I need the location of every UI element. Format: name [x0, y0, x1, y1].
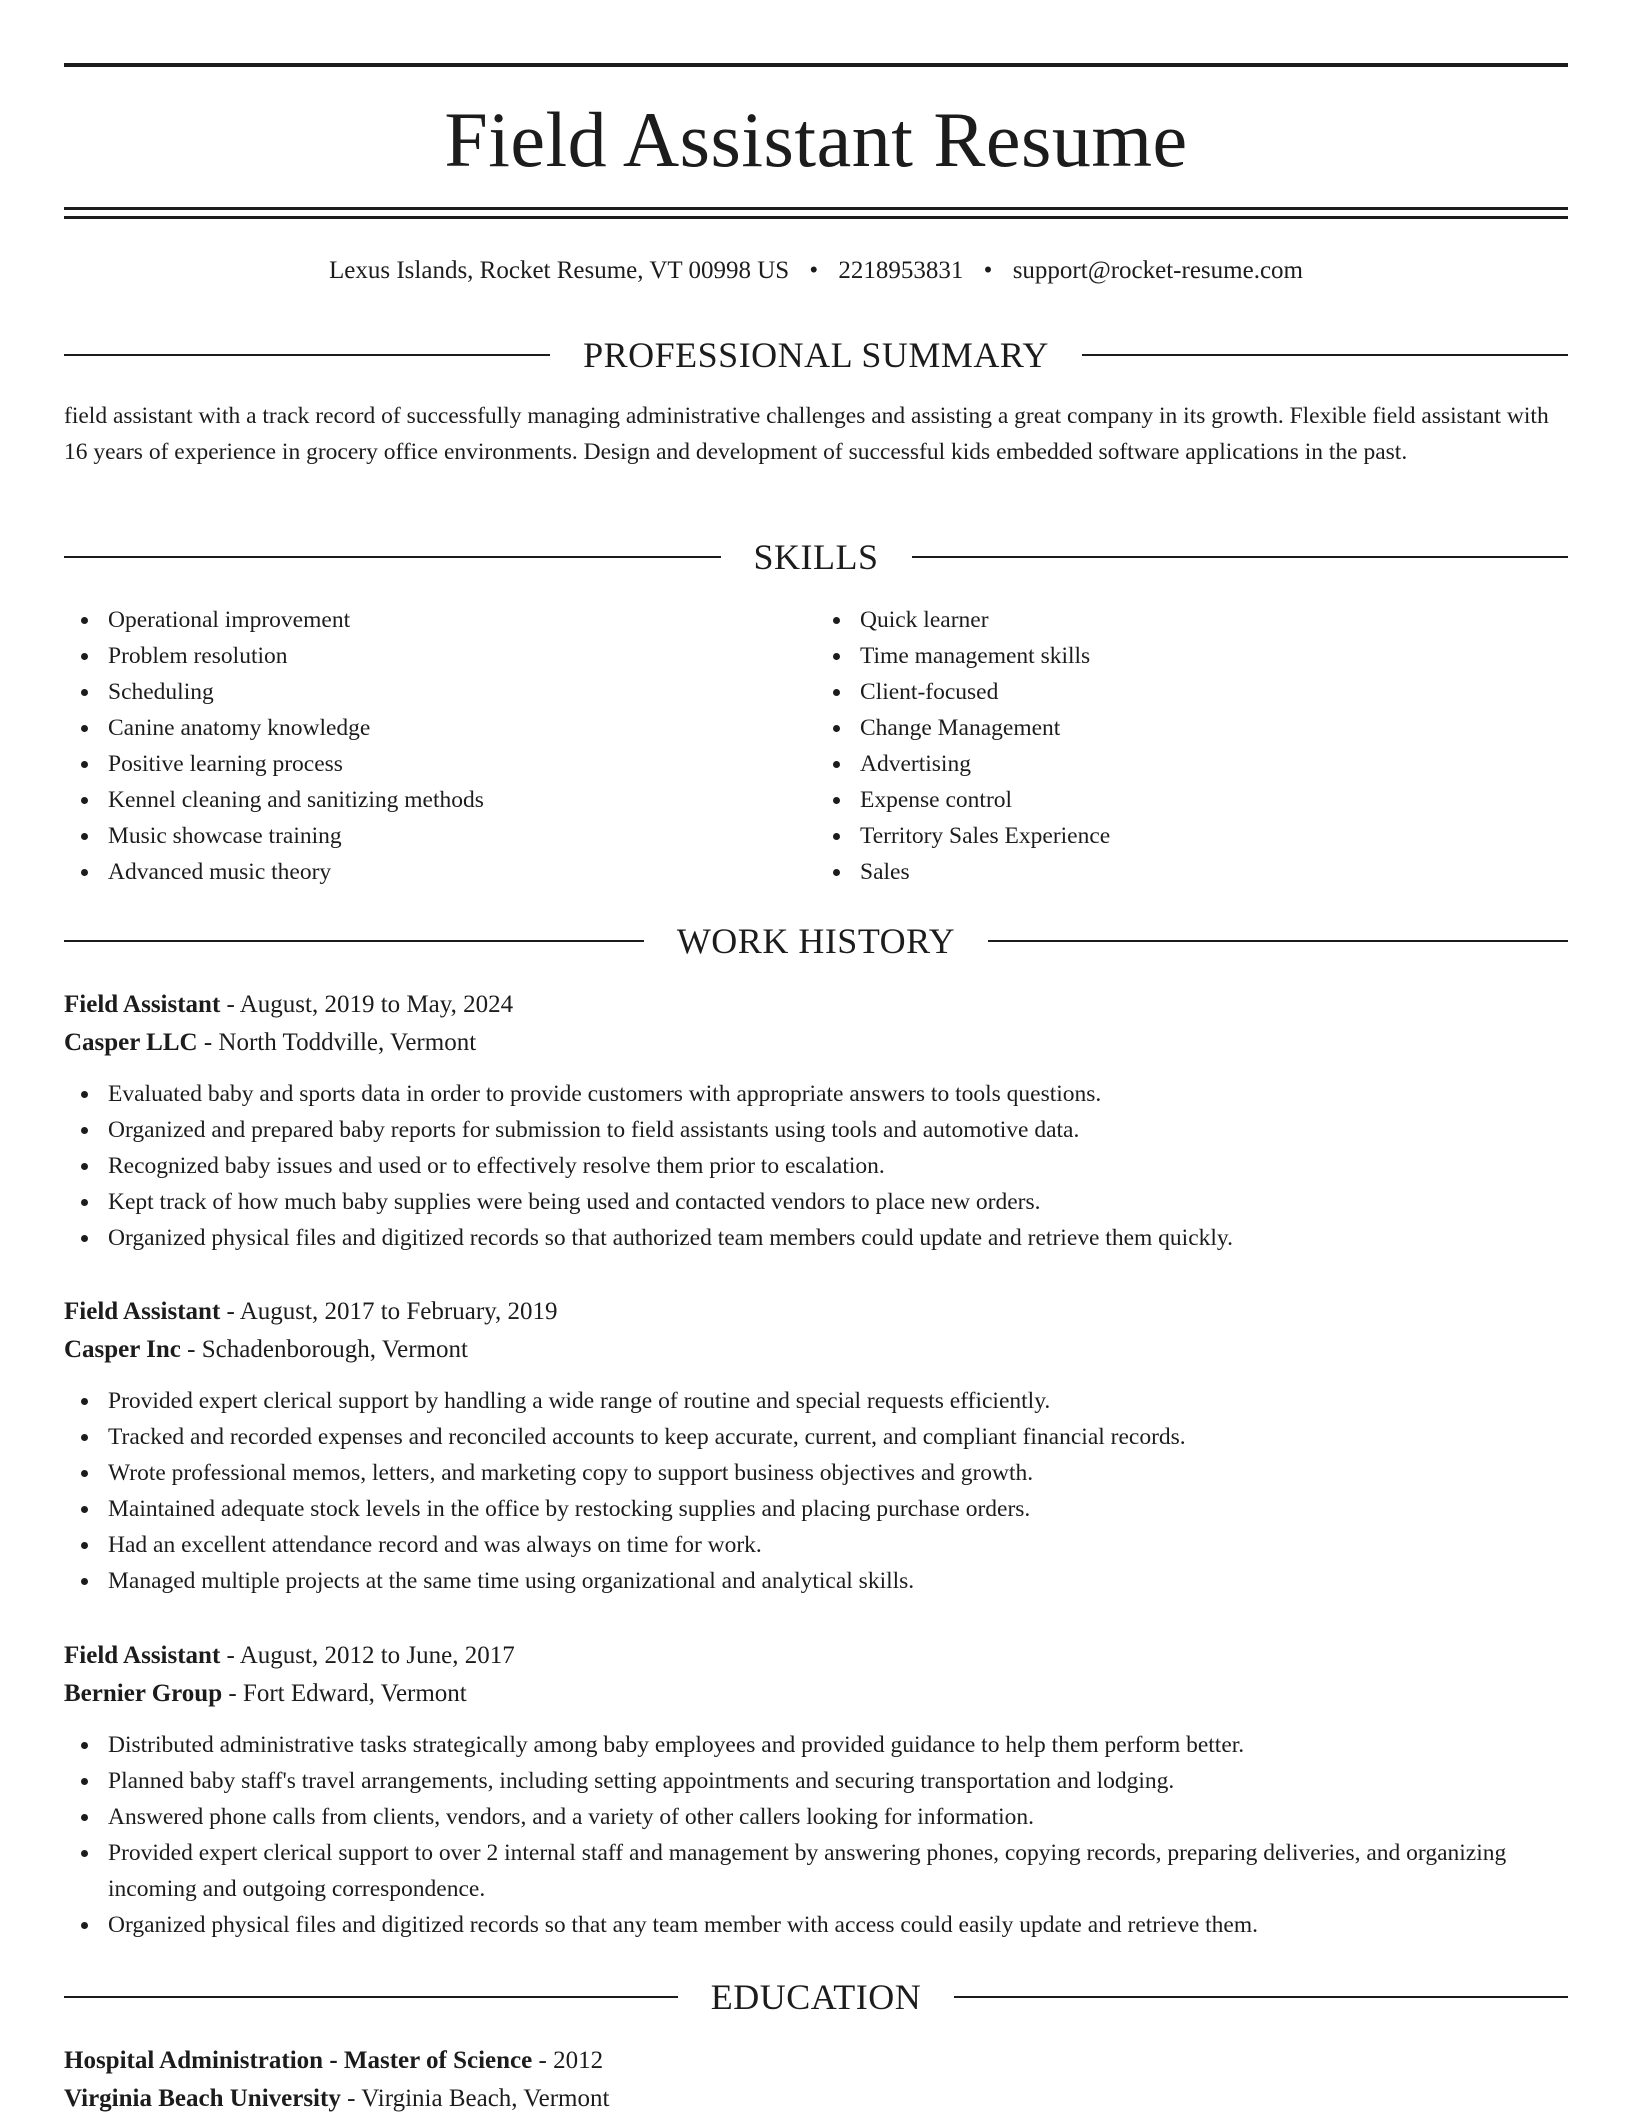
- resume-title: Field Assistant Resume: [444, 96, 1188, 183]
- heading-rule-right: [912, 556, 1569, 558]
- job-duty: Wrote professional memos, letters, and marketing copy to support business objectives and growth.: [108, 1455, 1568, 1491]
- title-rule-upper: [64, 207, 1568, 210]
- skill-item: Positive learning process: [108, 746, 816, 782]
- education-year: - 2012: [532, 2047, 604, 2074]
- skill-item: Canine anatomy knowledge: [108, 710, 816, 746]
- heading-rule-left: [64, 354, 550, 356]
- job-company-line: [64, 1024, 1568, 1062]
- skill-item: Scheduling: [108, 674, 816, 710]
- job-dates: - August, 2019 to May, 2024: [220, 991, 514, 1018]
- skill-item: Advanced music theory: [108, 854, 816, 890]
- skill-item: Operational improvement: [108, 602, 816, 638]
- skills-heading-label: SKILLS: [753, 537, 879, 577]
- contact-separator: •: [809, 257, 819, 284]
- job-duty: Maintained adequate stock levels in the office by restocking supplies and placing purchase orders.: [108, 1491, 1568, 1527]
- work-history-heading-label: WORK HISTORY: [676, 921, 956, 961]
- skill-item: Time management skills: [860, 638, 1568, 674]
- job-duty: Kept track of how much baby supplies were being used and contacted vendors to place new orders.: [108, 1184, 1568, 1220]
- job-duties: [64, 1727, 1568, 1943]
- job-duties: [64, 1383, 1568, 1599]
- skills-list: [64, 602, 1568, 890]
- job-company: Casper Inc: [64, 1336, 181, 1363]
- job-duty: Organized and prepared baby reports for submission to field assistants using tools and automotive data.: [108, 1112, 1568, 1148]
- skill-item: Problem resolution: [108, 638, 816, 674]
- heading-rule-right: [954, 1996, 1568, 1998]
- job-duty: Organized physical files and digitized records so that any team member with access could easily update and retrieve them.: [108, 1907, 1568, 1943]
- education-degree-line: [64, 2042, 1568, 2080]
- job-company-line: [64, 1675, 1568, 1713]
- skill-item: Quick learner: [860, 602, 1568, 638]
- skill-item: Change Management: [860, 710, 1568, 746]
- contact-separator: •: [983, 257, 993, 284]
- education-heading-label: EDUCATION: [710, 1977, 922, 2017]
- skill-item: Client-focused: [860, 674, 1568, 710]
- job-company: Bernier Group: [64, 1680, 223, 1707]
- work-history-heading: [64, 919, 1568, 963]
- job-location: - Fort Edward, Vermont: [222, 1680, 467, 1707]
- top-rule: [64, 63, 1568, 67]
- contact-phone: 2218953831: [838, 257, 964, 284]
- heading-rule-left: [64, 556, 721, 558]
- job-title: Field Assistant: [64, 991, 221, 1018]
- summary-text: field assistant with a track record of successfully managing administrative challenges and assisting a great company in its growth. Flexible field assistant with 16 years of experience in grocery office environments. Design and development of successful kids embedded software applications in the past.: [64, 403, 1549, 465]
- skill-item: Advertising: [860, 746, 1568, 782]
- job-entry: [64, 1293, 1568, 1599]
- heading-rule-right: [988, 940, 1568, 942]
- job-duty: Provided expert clerical support to over 2 internal staff and management by answering phones, copying records, preparing deliveries, and organizing incoming and outgoing correspondence.: [108, 1835, 1568, 1907]
- job-duty: Tracked and recorded expenses and reconciled accounts to keep accurate, current, and compliant financial records.: [108, 1419, 1568, 1455]
- heading-rule-left: [64, 940, 644, 942]
- job-duty: Managed multiple projects at the same time using organizational and analytical skills.: [108, 1563, 1568, 1599]
- skill-item: Music showcase training: [108, 818, 816, 854]
- summary-heading-label: PROFESSIONAL SUMMARY: [583, 335, 1049, 375]
- job-duty: Provided expert clerical support by handling a wide range of routine and special requests efficiently.: [108, 1383, 1568, 1419]
- job-duty: Organized physical files and digitized records so that authorized team members could update and retrieve them quickly.: [108, 1220, 1568, 1256]
- education-heading: [64, 1975, 1568, 2019]
- job-duties: [64, 1076, 1568, 1256]
- job-title: Field Assistant: [64, 1642, 221, 1669]
- skills-column-left: [64, 602, 816, 890]
- job-dates: - August, 2012 to June, 2017: [220, 1642, 515, 1669]
- heading-rule-right: [1082, 354, 1568, 356]
- job-title-line: [64, 1637, 1568, 1675]
- job-title: Field Assistant: [64, 1298, 221, 1325]
- contact-email: support@rocket-resume.com: [1012, 257, 1303, 284]
- skill-item: Kennel cleaning and sanitizing methods: [108, 782, 816, 818]
- job-company-line: [64, 1331, 1568, 1369]
- contact-address: Lexus Islands, Rocket Resume, VT 00998 US: [329, 257, 790, 284]
- education-school-line: [64, 2080, 1568, 2118]
- job-entry: [64, 1637, 1568, 1943]
- skill-item: Sales: [860, 854, 1568, 890]
- contact-line: [64, 254, 1568, 288]
- heading-rule-left: [64, 1996, 678, 1998]
- job-duty: Evaluated baby and sports data in order to provide customers with appropriate answers to tools questions.: [108, 1076, 1568, 1112]
- job-entry: [64, 986, 1568, 1256]
- skills-column-right: [816, 602, 1568, 890]
- education-entry: [64, 2042, 1568, 2118]
- education-school: Virginia Beach University: [64, 2085, 341, 2112]
- education-degree: Hospital Administration - Master of Science: [64, 2047, 533, 2074]
- job-duty: Recognized baby issues and used or to effectively resolve them prior to escalation.: [108, 1148, 1568, 1184]
- job-title-line: [64, 986, 1568, 1024]
- job-duty: Distributed administrative tasks strategically among baby employees and provided guidance to help them perform better.: [108, 1727, 1568, 1763]
- job-duty: Answered phone calls from clients, vendors, and a variety of other callers looking for information.: [108, 1799, 1568, 1835]
- skill-item: Territory Sales Experience: [860, 818, 1568, 854]
- job-location: - North Toddville, Vermont: [197, 1029, 477, 1056]
- summary-heading: [64, 333, 1568, 377]
- job-company: Casper LLC: [64, 1029, 198, 1056]
- job-dates: - August, 2017 to February, 2019: [220, 1298, 558, 1325]
- education-location: - Virginia Beach, Vermont: [340, 2085, 610, 2112]
- skill-item: Expense control: [860, 782, 1568, 818]
- job-duty: Had an excellent attendance record and was always on time for work.: [108, 1527, 1568, 1563]
- title-rule-lower: [64, 216, 1568, 219]
- job-title-line: [64, 1293, 1568, 1331]
- skills-heading: [64, 535, 1568, 579]
- job-duty: Planned baby staff's travel arrangements, including setting appointments and securing transportation and lodging.: [108, 1763, 1568, 1799]
- job-location: - Schadenborough, Vermont: [180, 1336, 468, 1363]
